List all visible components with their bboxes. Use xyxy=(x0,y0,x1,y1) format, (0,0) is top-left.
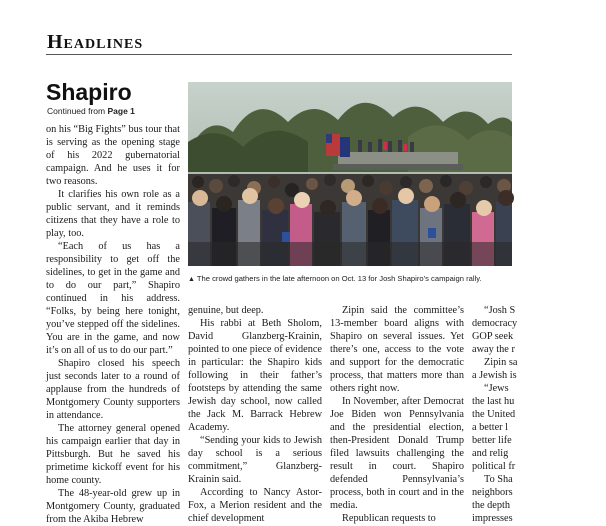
photo-caption xyxy=(188,274,518,283)
section-rule xyxy=(46,54,512,55)
photo-caption-text: The crowd gathers in the late afternoon on Oct. 13 for Josh Shapiro’s campaign rally. xyxy=(196,274,482,283)
line-fragment: neighbors xyxy=(472,487,513,498)
line-fragment: a Jewish is xyxy=(472,370,517,381)
line-fragment: impresses xyxy=(472,513,513,524)
paragraph: on his “Big Fights” bus tour that is serving as the opening stage of his 2022 gubernatorial campaign. And he uses it for two reasons. xyxy=(46,124,180,187)
line-fragment: the depth xyxy=(472,500,511,511)
paragraph: “Sending your kids to Jewish day school is a serious commitment,” Glanzberg-Krainin said. xyxy=(188,435,322,485)
article-column-4 xyxy=(472,304,606,524)
paragraph: His rabbi at Beth Sholom, David Glanzberg-Krainin, pointed to one piece of evidence in particular: the Shapiro kids following in their father’s footsteps by attending the same Jewish day school, now called the Jack M. Barrack Hebrew Academy. xyxy=(188,318,322,433)
line-fragment: “Jews xyxy=(484,383,509,394)
paragraph: Shapiro closed his speech just seconds later to a round of applause from the hundreds of Montgomery County supporters in attendance. xyxy=(46,358,180,421)
continued-page-ref: Page 1 xyxy=(107,106,135,116)
line-fragment: a better l xyxy=(472,422,509,433)
line-fragment: the United xyxy=(472,409,516,420)
line-fragment: the last hu xyxy=(472,396,515,407)
paragraph: Republican requests to xyxy=(342,513,436,524)
paragraph: The 48-year-old grew up in Montgomery County, graduated from the Akiba Hebrew xyxy=(46,488,180,525)
line-fragment: better life xyxy=(472,435,512,446)
line-fragment: and relig xyxy=(472,448,509,459)
line-fragment: away the r xyxy=(472,344,515,355)
rally-photo xyxy=(188,82,512,266)
article-column-1 xyxy=(46,123,180,525)
paragraph: “Each of us has a responsibility to get off the sidelines, to get in the game and to do our part,” Shapiro continued in his address. “Folks, by being here tonight, you’ve stepped off the sidelines. You are in the game, and now it’s on all of us to do our part.” xyxy=(46,241,180,356)
continued-line xyxy=(47,106,135,116)
article-headline: Shapiro xyxy=(46,79,132,105)
line-fragment: Zipin sa xyxy=(484,357,518,368)
line-fragment: “Josh S xyxy=(484,305,516,316)
article-column-2 xyxy=(188,304,322,524)
caption-triangle-icon: ▲ xyxy=(188,276,195,283)
line-fragment: democracy xyxy=(472,318,518,329)
article-column-3 xyxy=(330,304,464,524)
line-fragment: GOP seek xyxy=(472,331,514,342)
section-title: Headlines xyxy=(47,31,144,53)
rally-photo-image xyxy=(188,82,512,266)
paragraph: In November, after Democrat Joe Biden won Pennsylvania and the presidential election, then-President Donald Trump filed lawsuits challenging the result in court. Shapiro defended Pennsylvania’s process, both in court and in the media. xyxy=(330,396,464,511)
paragraph: Zipin said the committee’s 13-member board aligns with Shapiro on several issues. Yet there’s one, access to the vote and support for the democratic process, that matters more than others right now. xyxy=(330,305,464,394)
paragraph: According to Nancy Astor-Fox, a Merion resident and the chief development xyxy=(188,487,322,524)
line-fragment: political fr xyxy=(472,461,516,472)
paragraph: genuine, but deep. xyxy=(188,305,264,316)
paragraph: It clarifies his own role as a public servant, and it reminds citizens that they have a role to play, too. xyxy=(46,189,180,239)
line-fragment: To Sha xyxy=(484,474,513,485)
continued-prefix: Continued from xyxy=(47,106,106,116)
paragraph: The attorney general opened his campaign earlier that day in Pittsburgh. But he saved his primetime kickoff event for his home county. xyxy=(46,423,180,486)
